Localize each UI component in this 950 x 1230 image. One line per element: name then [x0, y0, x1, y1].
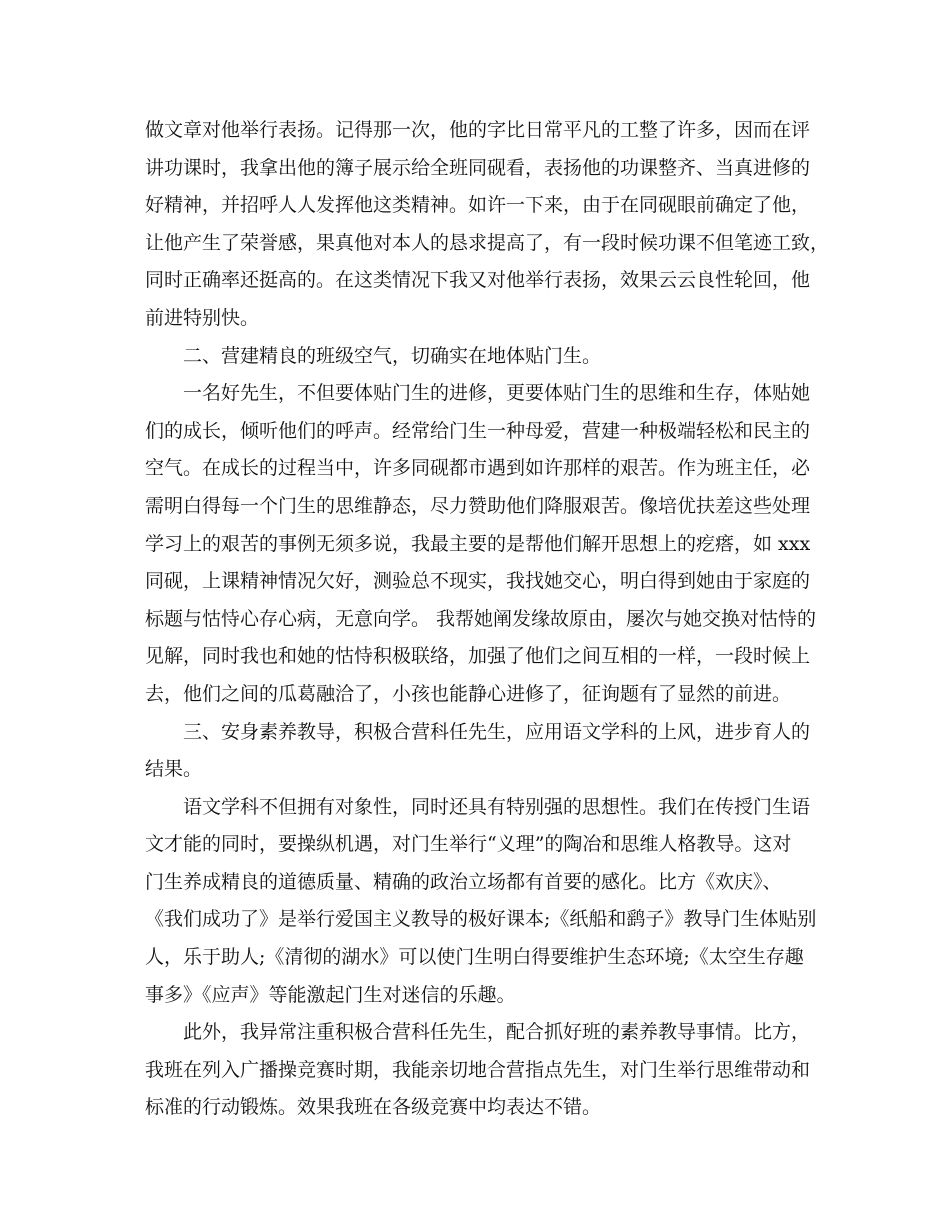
text-line: 同时正确率还挺高的。在这类情况下我又对他举行表扬，效果云云良性轮回，他 — [145, 269, 811, 292]
document-body — [145, 112, 830, 1127]
text-line: 一名好先生，不但要体贴门生的进修，更要体贴门生的思维和生存，体贴她 — [183, 382, 811, 405]
text-line: 空气。在成长的过程当中，许多同砚都市遇到如许那样的艰苦。作为班主任，必 — [145, 457, 811, 480]
text-line: 《我们成功了》是举行爱国主义教导的极好课本;《纸船和鹞子》教导门生体贴别 — [145, 908, 817, 931]
text-line: 此外，我异常注重积极合营科任先生，配合抓好班的素养教导事情。比方， — [183, 1021, 811, 1044]
text-line: 去，他们之间的瓜葛融洽了，小孩也能静心进修了，征询题有了显然的前进。 — [145, 682, 792, 705]
text-line: 事多》《应声》等能激起门生对迷信的乐趣。 — [145, 983, 516, 1006]
text-line: 结果。 — [145, 758, 203, 781]
section-heading: 三、安身素养教导，积极合营科任先生，应用语文学科的上风，进步育人的 — [183, 720, 811, 743]
text-line: 做文章对他举行表扬。记得那一次，他的字比日常平凡的工整了许多，因而在评 — [145, 119, 811, 141]
text-line: 好精神，并招呼人人发挥他这类精神。如许一下来，由于在同砚眼前确定了他， — [145, 194, 811, 217]
text-line: 文才能的同时，要操纵机遇，对门生举行“义理”的陶冶和思维人格教导。这对 — [145, 833, 792, 856]
text-line: 学习上的艰苦的事例无须多说，我最主要的是帮他们解开思想上的疙瘩，如 xxx — [145, 532, 811, 555]
text-line: 需明白得每一个门生的思维静态，尽力赞助他们降服艰苦。像培优扶差这些处理 — [145, 494, 811, 517]
text-line: 标题与怙恃心存心病，无意向学。 我帮她阐发缘故原由，屡次与她交换对怙恃的 — [145, 607, 817, 630]
text-line: 们的成长，倾听他们的呼声。经常给门生一种母爱，营建一种极端轻松和民主的 — [145, 419, 811, 442]
text-line: 讲功课时，我拿出他的簿子展示给全班同砚看，表扬他的功课整齐、当真进修的 — [145, 156, 811, 179]
text-line: 让他产生了荣誉感，果真他对本人的恳求提高了，有一段时候功课不但笔迹工致， — [145, 231, 830, 254]
text-line: 前进特别快。 — [145, 306, 260, 329]
section-heading: 二、营建精良的班级空气，切确实在地体贴门生。 — [183, 344, 602, 367]
text-line: 我班在列入广播操竞赛时期，我能亲切地合营指点先生，对门生举行思维带动和 — [145, 1058, 811, 1081]
text-line: 标准的行动锻炼。效果我班在各级竞赛中均表达不错。 — [145, 1096, 602, 1119]
text-line: 见解，同时我也和她的怙恃积极联络，加强了他们之间互相的一样，一段时候上 — [145, 645, 811, 668]
text-line: 人，乐于助人;《清彻的湖水》可以使门生明白得要维护生态环境;《太空生存趣 — [145, 946, 804, 969]
text-line: 门生养成精良的道德质量、精确的政治立场都有首要的感化。比方《欢庆》、 — [145, 870, 782, 893]
text-line: 同砚，上课精神情况欠好，测验总不现实，我找她交心，明白得到她由于家庭的 — [145, 570, 811, 593]
text-line: 语文学科不但拥有对象性，同时还具有特别强的思想性。我们在传授门生语 — [183, 795, 811, 818]
